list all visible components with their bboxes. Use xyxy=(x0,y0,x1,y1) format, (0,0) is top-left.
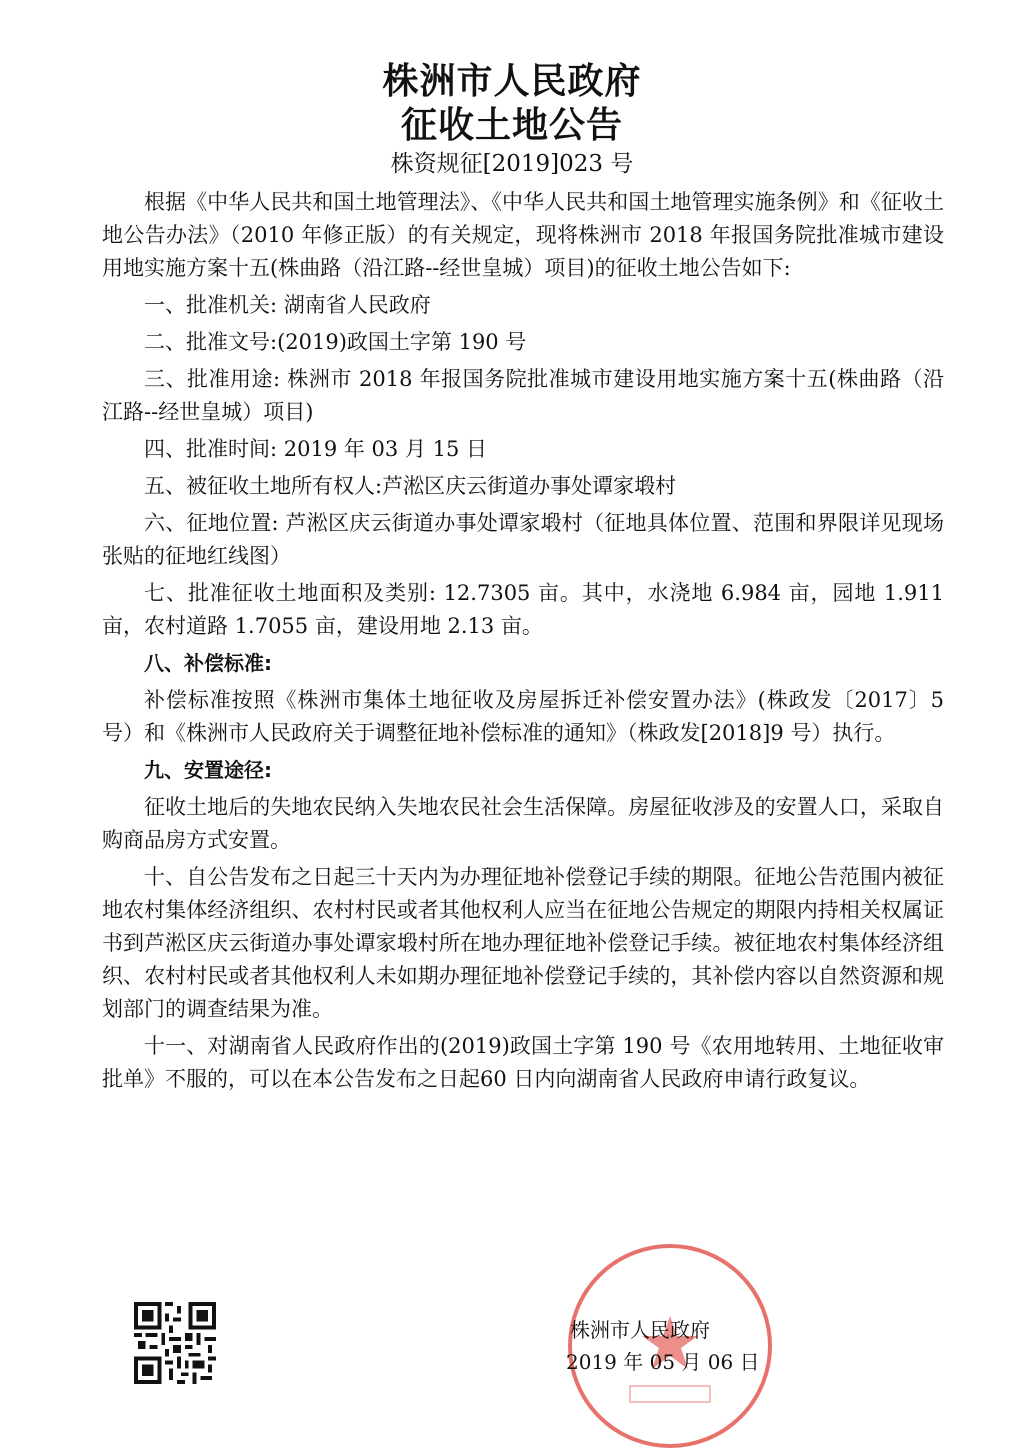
signature-block xyxy=(566,1314,760,1378)
item-label: 六、征地位置: xyxy=(144,511,279,535)
item-approval-purpose xyxy=(102,363,944,429)
item-value: 12.7305 亩。其中，水浇地 6.984 亩，园地 1.911 亩，农村道路 1.7055 亩，建设用地 2.13 亩。 xyxy=(102,581,945,638)
issue-date: 2019 年 05 月 06 日 xyxy=(566,1350,760,1374)
item-resettlement-text: 征收土地后的失地农民纳入失地农民社会生活保障。房屋征收涉及的安置人口，采取自购商品房方式安置。 xyxy=(102,795,944,852)
item-approval-authority xyxy=(102,289,944,322)
item-approval-date xyxy=(102,433,944,466)
item-compensation-heading xyxy=(102,647,944,680)
item-label: 三、批准用途: xyxy=(144,367,281,391)
qr-code-icon xyxy=(134,1302,216,1384)
page-title: 株洲市人民政府 xyxy=(382,61,642,102)
item-value: 2019 年 03 月 15 日 xyxy=(277,437,488,461)
item-compensation-text: 补偿标准按照《株洲市集体土地征收及房屋拆迁补偿安置办法》(株政发〔2017〕5 号）和《株洲市人民政府关于调整征地补偿标准的通知》（株政发[2018]9 号）执行。 xyxy=(102,688,944,745)
item-label: 四、批准时间: xyxy=(144,437,278,461)
notice-body xyxy=(102,186,944,1096)
issuer-name: 株洲市人民政府 xyxy=(570,1318,710,1342)
item-registration-period: 十、自公告发布之日起三十天内为办理征地补偿登记手续的期限。征地公告范围内被征地农村集体经济组织、农村村民或者其他权利人应当在征地公告规定的期限内持相关权属证书到芦淞区庆云街道办事处谭家塅村所在地办理征地补偿登记手续。被征地农村集体经济组织、农村村民或者其他权利人未如期办理征地补偿登记手续的，其补偿内容以自然资源和规划部门的调查结果为准。 xyxy=(102,865,944,1021)
item-label: 七、批准征收土地面积及类别: xyxy=(144,581,436,605)
item-label: 一、批准机关: xyxy=(144,293,278,317)
item-label: 八、补偿标准: xyxy=(144,651,272,675)
item-label: 五、被征收土地所有权人: xyxy=(144,474,383,498)
item-land-owner xyxy=(102,470,944,503)
document-number: 株资规征[2019]023 号 xyxy=(390,151,634,177)
item-value: (2019)政国土字第 190 号 xyxy=(277,330,527,354)
item-value: 芦淞区庆云街道办事处谭家塅村（征地具体位置、范围和界限详见现场张贴的征地红线图） xyxy=(102,511,944,568)
item-label: 二、批准文号: xyxy=(144,330,278,354)
item-approval-number xyxy=(102,326,944,359)
item-value: 芦淞区庆云街道办事处谭家塅村 xyxy=(382,474,677,498)
item-administrative-review: 十一、对湖南省人民政府作出的(2019)政国土字第 190 号《农用地转用、土地征收审批单》不服的，可以在本公告发布之日起60 日内向湖南省人民政府申请行政复议。 xyxy=(102,1034,944,1091)
item-label: 九、安置途径: xyxy=(144,758,272,782)
item-value: 株洲市 2018 年报国务院批准城市建设用地实施方案十五(株曲路（沿江路--经世皇城）项目) xyxy=(102,367,944,424)
item-land-area xyxy=(102,577,944,643)
page-subtitle: 征收土地公告 xyxy=(400,105,623,146)
intro-paragraph: 根据《中华人民共和国土地管理法》、《中华人民共和国土地管理实施条例》和《征收土地公告办法》（2010 年修正版）的有关规定，现将株洲市 2018 年报国务院批准城市建设用地实施方案十五(株曲路（沿江路--经世皇城）项目)的征收土地公告如下: xyxy=(102,190,944,280)
item-land-location xyxy=(102,507,944,573)
item-resettlement-heading xyxy=(102,754,944,787)
item-value: 湖南省人民政府 xyxy=(277,293,431,317)
